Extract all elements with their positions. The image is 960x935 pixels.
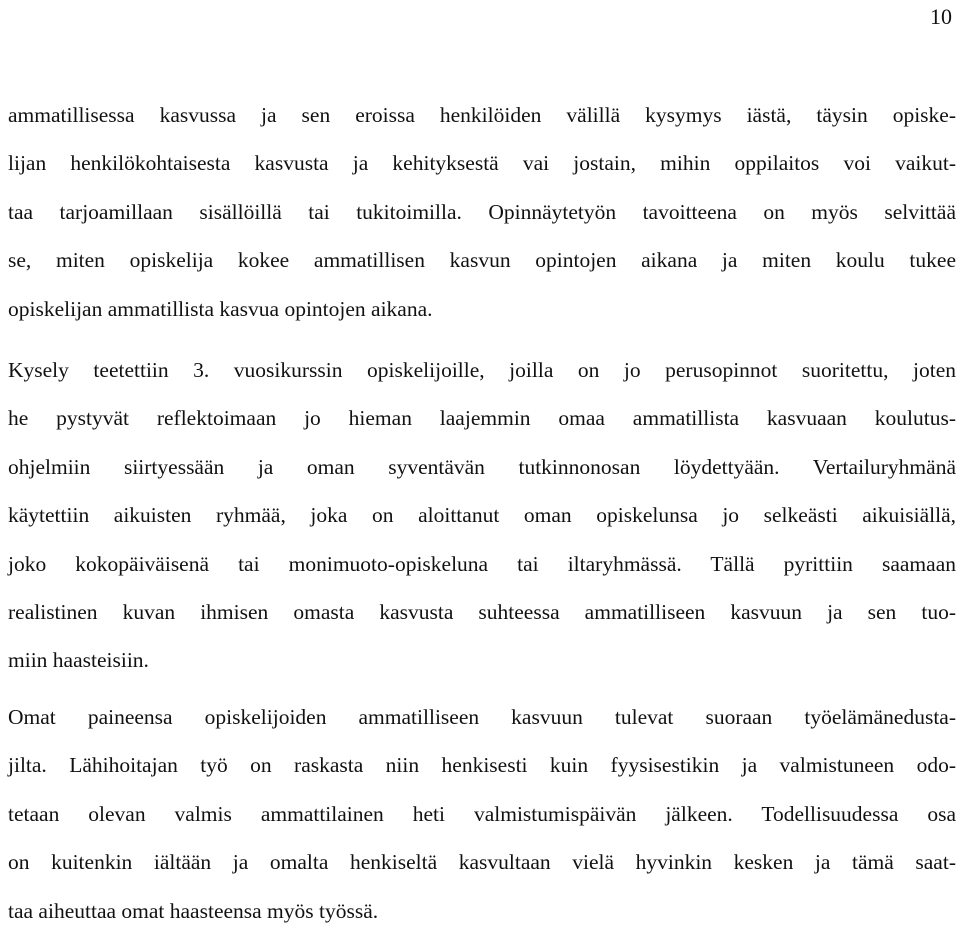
text-line: tetaan olevan valmis ammattilainen heti valmistumispäivän jälkeen. Todellisuudessa osa [8,801,956,826]
text-line: taa tarjoamillaan sisällöillä tai tukitoimilla. Opinnäytetyön tavoitteena on myös selvittää [8,199,956,224]
text-line: opiskelijan ammatillista kasvua opintojen aikana. [8,296,433,321]
text-line: ohjelmiin siirtyessään ja oman syventävän tutkinnonosan löydettyään. Vertailuryhmänä [8,454,956,479]
text-line: se, miten opiskelija kokee ammatillisen kasvun opintojen aikana ja miten koulu tukee [8,248,956,273]
text-line: joko kokopäiväisenä tai monimuoto-opiskeluna tai iltaryhmässä. Tällä pyrittiin saamaan [8,551,956,576]
text-line: Omat paineensa opiskelijoiden ammatilliseen kasvuun tulevat suoraan työelämänedusta- [8,705,956,729]
paragraph-1 [8,91,956,333]
text-line: lijan henkilökohtaisesta kasvusta ja kehityksestä vai jostain, mihin oppilaitos voi vaikut- [8,151,956,176]
text-line: jilta. Lähihoitajan työ on raskasta niin henkisesti kuin fyysisestikin ja valmistuneen odo- [8,753,956,778]
page-number: 10 [930,4,952,29]
text-line: on kuitenkin iältään ja omalta henkiseltä kasvultaan vielä hyvinkin kesken ja tämä saat- [8,850,956,875]
text-line: käytettiin aikuisten ryhmää, joka on aloittanut oman opiskelunsa jo selkeästi aikuisiällä, [8,503,956,528]
text-line: ammatillisessa kasvussa ja sen eroissa henkilöiden välillä kysymys iästä, täysin opiske- [8,103,956,127]
text-line: taa aiheuttaa omat haasteensa myös työssä. [8,898,379,923]
text-line: miin haasteisiin. [8,648,149,673]
text-line: he pystyvät reflektoimaan jo hieman laajemmin omaa ammatillista kasvuaan koulutus- [8,406,956,431]
paragraph-3 [8,693,956,935]
text-line: Kysely teetettiin 3. vuosikurssin opiskelijoille, joilla on jo perusopinnot suoritettu, joten [8,358,956,382]
text-line: realistinen kuvan ihmisen omasta kasvusta suhteessa ammatilliseen kasvuun ja sen tuo- [8,599,956,624]
paragraph-2 [8,346,956,685]
